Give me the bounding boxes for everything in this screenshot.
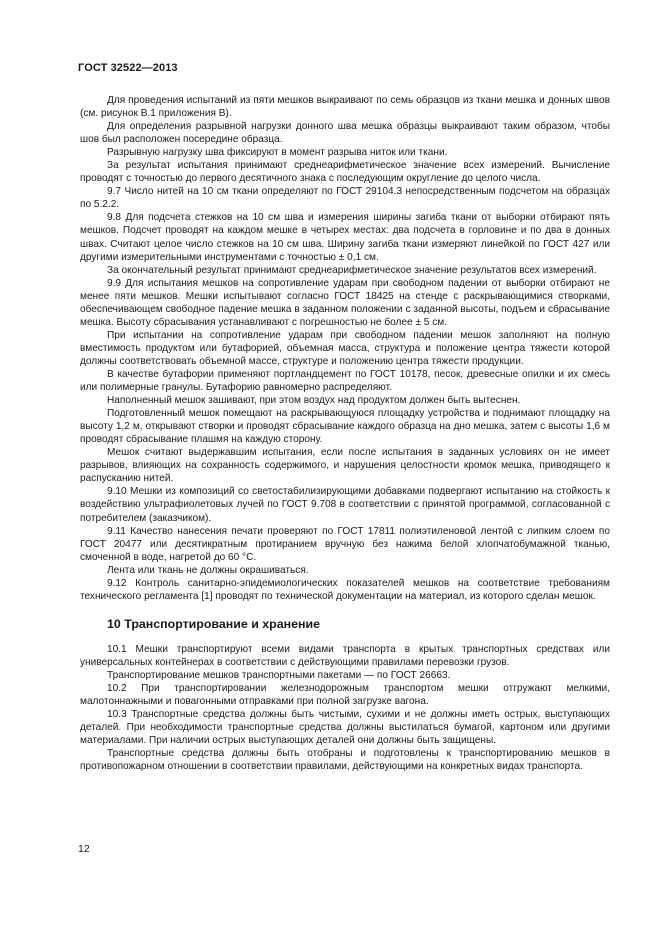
paragraph: В качестве бутафории применяют портландцемент по ГОСТ 10178, песок, древесные опилки и их смесь или полимерные гранулы. Бутафорию равномерно распределяют. xyxy=(80,368,610,394)
paragraph: Лента или ткань не должны окрашиваться. xyxy=(107,564,309,576)
document-header: ГОСТ 32522—2013 xyxy=(78,62,178,74)
paragraph: Для определения разрывной нагрузки донного шва мешка образцы выкраивают таким образом, чтобы шов был расположен посередине образца. xyxy=(80,121,610,146)
paragraph: 10.1 Мешки транспортируют всеми видами транспорта в крытых транспортных средствах или универсальных контейнерах в соответствии с действующими правилами перевозки грузов. xyxy=(80,643,610,668)
paragraph: Подготовленный мешок помещают на раскрывающуюся площадку устройства и поднимают площадку на высоту 1,2 м, открывают створки и проводят сбрасывание каждого образца на дно мешка, затем с высоты 1,6 м проводят сбрасывание плашмя на каждую сторону. xyxy=(80,408,610,446)
paragraph: За окончательный результат принимают среднеарифметическое значение результатов всех измерений. xyxy=(107,264,597,276)
paragraph: 9.12 Контроль санитарно-эпидемиологических показателей мешков на соответствие требованиям технического регламента [1] проводят по технической документации на материал, из которого сделан мешок. xyxy=(80,577,610,602)
document-body xyxy=(80,94,610,773)
paragraph: 9.11 Качество нанесения печати проверяют по ГОСТ 17811 полиэтиленовой лентой с липким слоем по ГОСТ 20477 или десятикратным протиранием вручную без нажима белой хлопчатобумажной тканью, смоченной в воде, нагретой до 60 °С. xyxy=(80,525,610,563)
paragraph: Транспортирование мешков транспортными пакетами — по ГОСТ 26663. xyxy=(107,669,451,681)
paragraph: За результат испытания принимают среднеарифметическое значение всех измерений. Вычисление проводят с точностью до первого десятичного знака с последующим округление до целого числа. xyxy=(80,160,610,185)
section-heading: 10 Транспортирование и хранение xyxy=(107,616,320,631)
paragraph: 10.2 При транспортировании железнодорожным транспортом мешки отгружают мелкими, малотоннажными и повагонными отправками при полной загрузке вагона. xyxy=(80,682,610,708)
paragraph: 9.8 Для подсчета стежков на 10 см шва и измерения ширины загиба ткани от выборки отбирают пять мешков. Подсчет проводят на каждом мешке в четырех местах: два подсчета в горловине и по два в донных швах. Считают целое число стежков на 10 см шва. Ширину загиба ткани измеряют линейкой по ГОСТ 427 или другими измерительными инструментами с точностью ± 0,1 см. xyxy=(80,212,610,263)
paragraph: 9.9 Для испытания мешков на сопротивление ударам при свободном падении от выборки отбирают не менее пяти мешков. Мешки испытывают согласно ГОСТ 18425 на стенде с раскрывающимися створками, обеспечивающем свободное падение мешка в заданном положении с заданной высоты, подъем и сбрасывание мешка. Высоту сбрасывания устанавливают с погрешностью не более ± 5 см. xyxy=(80,277,610,328)
paragraph: Мешок считают выдержавшим испытания, если после испытания в заданных условиях он не имеет разрывов, влияющих на сохранность содержимого, и нарушения целостности кромок мешка, приводящего к распусканию нитей. xyxy=(80,447,610,485)
paragraph: При испытании на сопротивление ударам при свободном падении мешок заполняют на полную вместимость продуктом или бутафорией, объемная масса, структура и положение центра тяжести которой должны соответствовать объемной массе, структуре и положению центра тяжести продукции. xyxy=(80,329,610,367)
paragraph: Разрывную нагрузку шва фиксируют в момент разрыва ниток или ткани. xyxy=(107,147,448,159)
paragraph: 9.10 Мешки из композиций со светостабилизирующими добавками подвергают испытанию на стойкость к воздействию ультрафиолетовых лучей по ГОСТ 9.708 в соответствии с принятой программой, согласованной с потребителем (заказчиком). xyxy=(80,486,610,524)
paragraph: Наполненный мешок зашивают, при этом воздух над продуктом должен быть вытеснен. xyxy=(107,395,521,407)
paragraph: 10.3 Транспортные средства должны быть чистыми, сухими и не должны иметь острых, выступающих деталей. При необходимости транспортные средства должны выстилаться бумагой, картоном или другими материалами. При наличии острых выступающих деталей они должны быть защищены. xyxy=(80,709,610,747)
paragraph: Транспортные средства должны быть отобраны и подготовлены к транспортированию мешков в противопожарном отношении в соответствии правилами, действующими на конкретных видах транспорта. xyxy=(80,748,610,773)
page-number: 12 xyxy=(78,843,90,855)
paragraph: 9.7 Число нитей на 10 см ткани определяют по ГОСТ 29104.3 непосредственным подсчетом на образцах по 5.2.2. xyxy=(80,186,610,211)
paragraph: Для проведения испытаний из пяти мешков выкраивают по семь образцов из ткани мешка и донных швов (см. рисунок В.1 приложения В). xyxy=(80,95,610,120)
